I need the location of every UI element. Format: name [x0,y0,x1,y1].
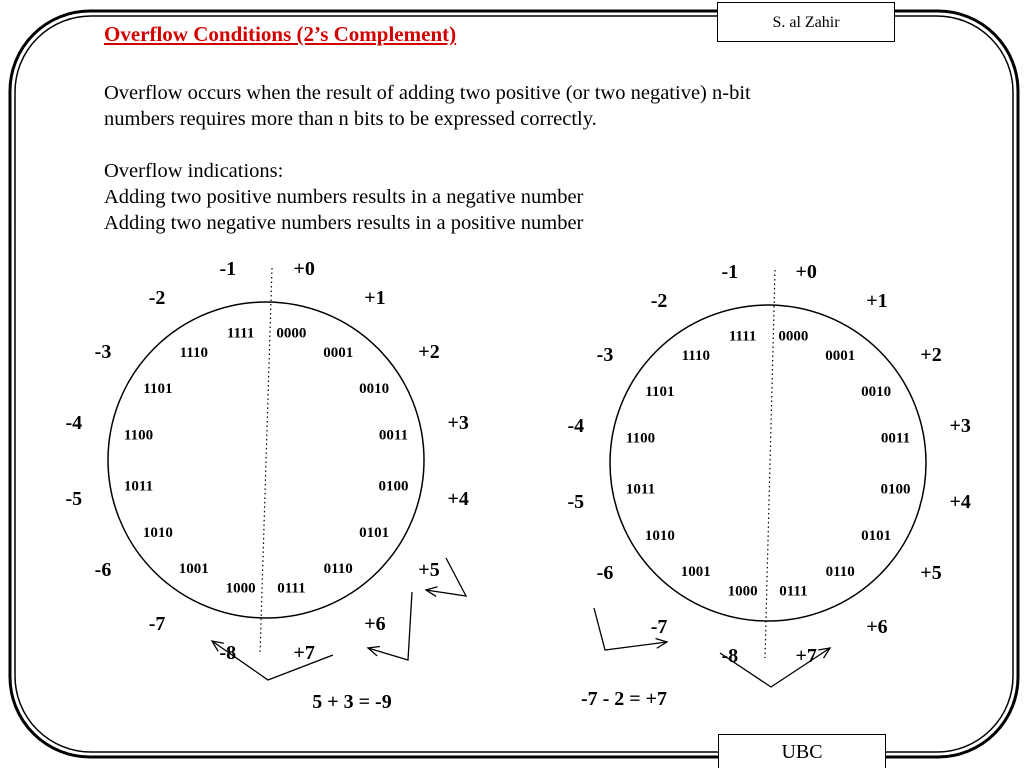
decimal-value-label: -4 [65,411,83,434]
binary-code-label: 0110 [323,561,353,578]
decimal-value-label: -7 [148,613,166,635]
sign-divider [260,268,272,655]
overflow-arrows [212,558,830,687]
wheel-circle [108,302,424,618]
binary-code-label: 0111 [779,583,808,600]
binary-code-label: 0111 [277,580,306,597]
decimal-value-label: -5 [567,491,585,514]
binary-code-label: 0000 [778,328,809,345]
binary-code-label: 1111 [728,328,757,345]
decimal-value-label: +3 [949,414,971,437]
binary-code-label: 1010 [142,525,173,542]
decimal-value-label: +0 [293,257,315,280]
indication-negative: Adding two negative numbers results in a positive number [104,212,584,234]
binary-code-label: 1100 [123,427,154,444]
decimal-value-label: -3 [596,344,614,367]
intro-line-2: numbers requires more than n bits to be expressed correctly. [104,108,597,130]
binary-code-label: 0011 [378,427,409,444]
decimal-value-label: +5 [418,558,440,581]
decimal-value-label: +2 [418,341,440,364]
indication-positive: Adding two positive numbers results in a negative number [104,186,584,208]
binary-code-label: 1101 [143,380,173,397]
decimal-value-label: +7 [293,642,315,665]
decimal-value-label: +4 [949,491,971,514]
sign-divider [765,270,775,658]
decimal-value-label: -6 [94,558,112,581]
decimal-value-label: -5 [65,488,83,511]
indications-heading: Overflow indications: [104,160,284,182]
binary-code-label: 0000 [276,325,307,342]
binary-code-label: 0110 [825,564,855,581]
decimal-value-label: -2 [148,287,166,309]
binary-code-label: 1111 [226,325,255,342]
wheel-circle [610,305,926,621]
decimal-value-label: -6 [596,561,614,584]
decimal-value-label: +6 [364,613,386,635]
intro-line-1: Overflow occurs when the result of adding two positive (or two negative) n-bit [104,82,751,104]
footer-label: UBC [718,734,886,768]
binary-code-label: 1110 [681,347,710,364]
author-label: S. al Zahir [717,2,895,42]
binary-code-label: 0101 [861,528,892,545]
binary-code-label: 1011 [123,478,154,495]
overflow-example: -7 - 2 = +7 [580,688,668,710]
binary-code-label: 0001 [323,344,354,361]
binary-code-label: 0010 [359,380,390,397]
binary-code-label: 1101 [645,383,675,400]
binary-code-label: 1010 [644,528,675,545]
decimal-value-label: +4 [447,488,469,511]
decimal-value-label: -1 [721,260,739,283]
overflow-example: 5 + 3 = -9 [312,691,392,713]
decimal-value-label: +3 [447,411,469,434]
decimal-value-label: -2 [650,290,668,312]
decimal-value-label: +2 [920,344,942,367]
binary-code-label: 1000 [225,580,256,597]
binary-code-label: 0001 [825,347,856,364]
decimal-value-label: +6 [866,616,888,638]
decimal-value-label: -1 [219,257,237,280]
right-wheel [567,261,970,710]
decimal-value-label: +0 [795,260,817,283]
binary-code-label: 0011 [880,430,911,447]
binary-code-label: 1000 [727,583,758,600]
decimal-value-label: -8 [219,642,237,665]
binary-code-label: 0100 [880,481,911,498]
decimal-value-label: +5 [920,561,942,584]
binary-code-label: 1001 [680,564,711,581]
decimal-value-label: +1 [364,287,386,309]
binary-code-label: 1110 [179,344,208,361]
binary-code-label: 0010 [861,383,892,400]
binary-code-label: 1001 [178,561,209,578]
decimal-value-label: +7 [795,645,817,668]
slide-title: Overflow Conditions (2’s Complement) [104,22,457,46]
binary-code-label: 1100 [625,430,656,447]
decimal-value-label: -4 [567,414,585,437]
binary-code-label: 1011 [625,481,656,498]
binary-code-label: 0101 [359,525,390,542]
decimal-value-label: -8 [721,645,739,668]
decimal-value-label: +1 [866,290,888,312]
decimal-value-label: -3 [94,341,112,364]
binary-code-label: 0100 [378,478,409,495]
decimal-value-label: -7 [650,616,668,638]
